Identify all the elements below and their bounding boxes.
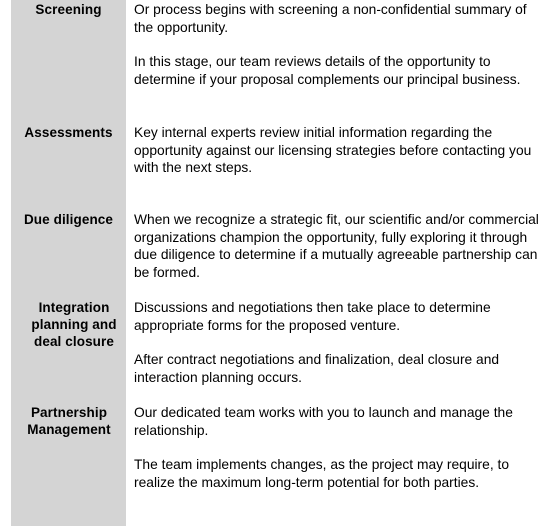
stage-paragraph: After contract negotiations and finalization, deal closure and interaction planning occurs. xyxy=(134,352,500,385)
stage-label-column xyxy=(11,0,126,526)
stage-paragraph: In this stage, our team reviews details of the opportunity to determine if your proposal complements our principal business. xyxy=(134,54,521,87)
stage-paragraph: Our dedicated team works with you to launch and manage the relationship. xyxy=(134,405,513,438)
stage-paragraph: Discussions and negotiations then take place to determine appropriate forms for the proposed venture. xyxy=(134,300,491,333)
stage-label: Partnership Management xyxy=(27,405,111,437)
stage-paragraph: When we recognize a strategic fit, our scientific and/or commercial organizations champion the opportunity, fully exploring it through due diligence to determine if a mutually agreeable partnership can be formed. xyxy=(134,212,539,280)
stage-paragraph: Key internal experts review initial information regarding the opportunity against our licensing strategies before contacting you with the next steps. xyxy=(134,125,532,175)
stage-description xyxy=(134,299,539,386)
stage-label: Screening xyxy=(35,2,102,17)
stage-description xyxy=(134,1,539,88)
stage-label: Assessments xyxy=(24,125,113,140)
stage-description xyxy=(134,404,539,491)
stage-description xyxy=(134,124,539,177)
stage-description xyxy=(134,211,539,281)
stage-label: Due diligence xyxy=(23,212,114,227)
stage-label: Integration planning and deal closure xyxy=(31,300,117,349)
stage-paragraph: The team implements changes, as the project may require, to realize the maximum long-term potential for both parties. xyxy=(134,457,509,490)
stage-paragraph: Or process begins with screening a non-confidential summary of the opportunity. xyxy=(134,2,527,35)
